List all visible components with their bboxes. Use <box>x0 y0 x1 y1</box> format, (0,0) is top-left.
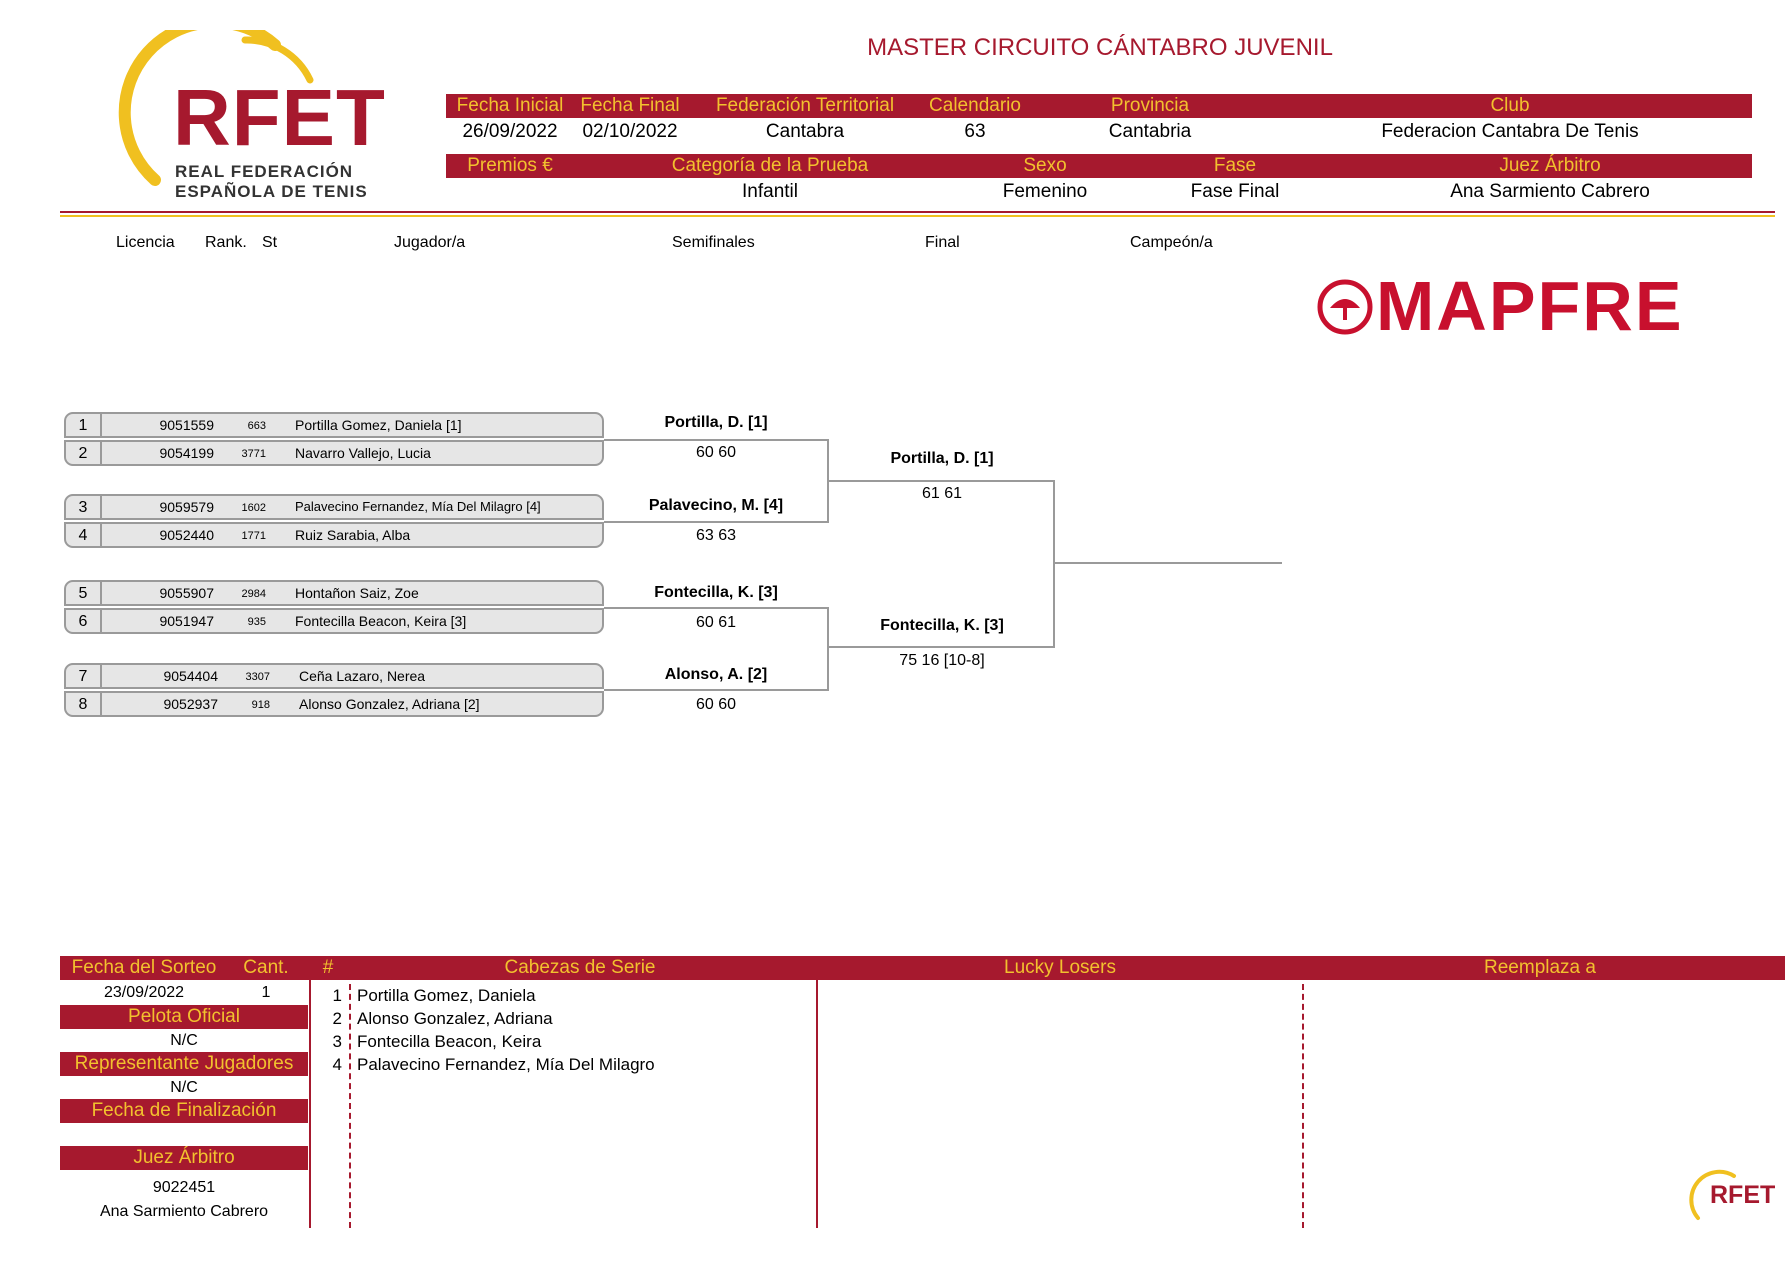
player-name: Ruiz Sarabia, Alba <box>295 527 411 543</box>
player-row <box>64 494 604 520</box>
bracket-line <box>604 521 829 523</box>
sorteo-cant: 1 <box>261 984 271 1001</box>
semifinal-winner: Portilla, D. [1] <box>664 414 768 431</box>
player-name: Ceña Lazaro, Nerea <box>299 668 426 684</box>
seed-number: 3 <box>332 1032 342 1051</box>
bracket-line <box>604 689 829 691</box>
col-jugador: Jugador/a <box>394 234 466 251</box>
col-licencia: Licencia <box>116 234 175 251</box>
divider-yellow <box>60 215 1775 217</box>
logo-line2: ESPAÑOLA DE TENIS <box>175 182 368 201</box>
semifinal-winner: Fontecilla, K. [3] <box>654 584 778 601</box>
val-club: Federacion Cantabra De Tenis <box>1381 121 1639 142</box>
val-calendario: 63 <box>964 121 986 142</box>
player-licencia: 9051559 <box>159 417 214 433</box>
draw-position: 1 <box>66 414 102 436</box>
player-row <box>64 580 604 606</box>
bracket-line <box>1055 562 1282 564</box>
hdr-premios: Premios € <box>467 155 553 176</box>
hdr-juez: Juez Árbitro <box>1499 155 1601 176</box>
hdr-fecha-sorteo: Fecha del Sorteo <box>71 957 217 978</box>
draw-position: 4 <box>66 524 102 546</box>
fin-label: Fecha de Finalización <box>91 1100 277 1121</box>
hdr-fase: Fase <box>1213 155 1257 176</box>
logo-letters: RFET <box>173 73 386 162</box>
sponsor-name: MAPFRE <box>1376 267 1684 345</box>
sep-dashed-1 <box>349 984 351 1228</box>
col-campeon: Campeón/a <box>1130 234 1213 251</box>
player-name: Hontañon Saiz, Zoe <box>295 585 419 601</box>
seed-name: Fontecilla Beacon, Keira <box>357 1032 542 1051</box>
hdr-categoria: Categoría de la Prueba <box>671 155 869 176</box>
hdr-fecha-final: Fecha Final <box>580 95 680 116</box>
col-st: St <box>262 234 278 251</box>
seed-name: Portilla Gomez, Daniela <box>357 986 536 1005</box>
player-rank: 935 <box>247 616 266 628</box>
hdr-sexo: Sexo <box>1023 155 1067 176</box>
val-sexo: Femenino <box>1002 181 1088 202</box>
val-categoria: Infantil <box>742 181 798 202</box>
player-rank: 3771 <box>241 448 266 460</box>
semifinal-score: 60 61 <box>695 614 737 631</box>
draw-position: 3 <box>66 496 102 518</box>
player-name: Navarro Vallejo, Lucia <box>295 445 431 461</box>
player-rank: 918 <box>251 699 270 711</box>
pelota-label: Pelota Oficial <box>128 1006 240 1027</box>
rfet-logo <box>95 30 385 205</box>
sorteo-date: 23/09/2022 <box>103 984 185 1001</box>
player-licencia: 9059579 <box>159 499 214 515</box>
player-rank: 663 <box>247 420 266 432</box>
draw-position: 7 <box>66 665 102 687</box>
draw-position: 2 <box>66 442 102 464</box>
divider-red <box>60 211 1775 213</box>
hdr-lucky: Lucky Losers <box>1004 957 1116 978</box>
val-juez: Ana Sarmiento Cabrero <box>1450 181 1650 202</box>
page-title: MASTER CIRCUITO CÁNTABRO JUVENIL <box>867 34 1333 61</box>
hdr-club: Club <box>1490 95 1530 116</box>
bracket-line <box>829 480 1055 482</box>
mapfre-logo <box>1300 268 1750 348</box>
bracket-line <box>1053 480 1055 648</box>
hdr-calendario: Calendario <box>929 95 1021 116</box>
juez-id: 9022451 <box>152 1179 216 1196</box>
player-row <box>64 608 604 634</box>
player-name: Fontecilla Beacon, Keira [3] <box>295 613 467 629</box>
hdr-cant: Cant. <box>243 957 289 978</box>
semifinal-winner: Palavecino, M. [4] <box>648 497 784 514</box>
sep-mid <box>816 980 818 1228</box>
player-rank: 3307 <box>245 671 270 683</box>
sep-dashed-2 <box>1302 984 1304 1228</box>
player-row <box>64 412 604 438</box>
hdr-provincia: Provincia <box>1110 95 1190 116</box>
logo-line1: REAL FEDERACIÓN <box>175 162 354 181</box>
player-rank: 2984 <box>241 588 266 600</box>
semifinal-score: 60 60 <box>695 444 737 461</box>
player-licencia: 9055907 <box>159 585 214 601</box>
col-final: Final <box>925 234 960 251</box>
draw-position: 6 <box>66 610 102 632</box>
juez-name: Ana Sarmiento Cabrero <box>99 1203 269 1220</box>
player-licencia: 9052440 <box>159 527 214 543</box>
hdr-reemplaza: Reemplaza a <box>1484 957 1596 978</box>
player-name: Palavecino Fernandez, Mía Del Milagro [4] <box>295 499 541 514</box>
semifinal-winner: Alonso, A. [2] <box>664 666 768 683</box>
bracket-line <box>604 439 829 441</box>
pelota-value: N/C <box>170 1032 198 1049</box>
val-provincia: Cantabria <box>1108 121 1192 142</box>
final-score: 75 16 [10-8] <box>899 652 985 669</box>
bracket-line <box>829 646 1055 648</box>
player-row <box>64 522 604 548</box>
draw-position: 5 <box>66 582 102 604</box>
repr-value: N/C <box>170 1079 198 1096</box>
val-federacion: Cantabra <box>765 121 845 142</box>
player-rank: 1602 <box>241 502 266 514</box>
mapfre-emblem-icon <box>1310 272 1380 342</box>
hdr-hash: # <box>322 957 334 978</box>
juez-label: Juez Árbitro <box>133 1147 235 1168</box>
seed-number: 2 <box>332 1009 342 1028</box>
final-winner: Portilla, D. [1] <box>890 450 994 467</box>
seed-number: 4 <box>332 1055 342 1074</box>
hdr-federacion: Federación Territorial <box>715 95 895 116</box>
val-fecha-inicial: 26/09/2022 <box>462 121 558 142</box>
player-licencia: 9052937 <box>163 696 218 712</box>
player-licencia: 9054404 <box>163 668 218 684</box>
bracket-line <box>604 607 829 609</box>
repr-label: Representante Jugadores <box>74 1053 294 1074</box>
player-row <box>64 440 604 466</box>
player-row <box>64 691 604 717</box>
semifinal-score: 60 60 <box>695 696 737 713</box>
player-name: Portilla Gomez, Daniela [1] <box>295 417 462 433</box>
player-row <box>64 663 604 689</box>
bracket-line <box>827 607 829 691</box>
val-fase: Fase Final <box>1190 181 1280 202</box>
draw-position: 8 <box>66 693 102 715</box>
final-winner: Fontecilla, K. [3] <box>880 617 1004 634</box>
logo-letters-small: RFET <box>1710 1181 1776 1209</box>
rfet-logo-small <box>1684 1168 1774 1228</box>
player-rank: 1771 <box>241 530 266 542</box>
val-fecha-final: 02/10/2022 <box>582 121 678 142</box>
sep-left <box>309 980 311 1228</box>
col-semifinales: Semifinales <box>672 234 755 251</box>
col-rank: Rank. <box>205 234 247 251</box>
hdr-cabezas: Cabezas de Serie <box>504 957 656 978</box>
seed-number: 1 <box>332 986 342 1005</box>
semifinal-score: 63 63 <box>695 527 737 544</box>
player-licencia: 9051947 <box>159 613 214 629</box>
player-name: Alonso Gonzalez, Adriana [2] <box>299 696 480 712</box>
final-score: 61 61 <box>921 485 963 502</box>
seed-name: Palavecino Fernandez, Mía Del Milagro <box>357 1055 655 1074</box>
seed-name: Alonso Gonzalez, Adriana <box>357 1009 553 1028</box>
player-licencia: 9054199 <box>159 445 214 461</box>
hdr-fecha-inicial: Fecha Inicial <box>456 95 564 116</box>
